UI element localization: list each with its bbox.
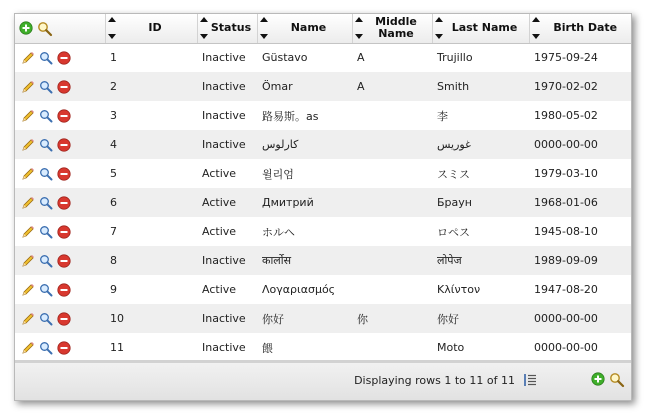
column-header-birth-date[interactable]	[529, 14, 632, 43]
edit-icon[interactable]	[21, 109, 35, 123]
cell-middle	[352, 217, 432, 246]
cell-name: Ömar	[257, 72, 352, 101]
cell-birth: 1947-08-20	[529, 275, 632, 304]
cell-birth: 1980-05-02	[529, 101, 632, 130]
row-actions	[15, 333, 105, 362]
edit-icon[interactable]	[21, 225, 35, 239]
row-actions	[15, 217, 105, 246]
view-icon[interactable]	[39, 283, 53, 297]
cell-last: लोपेज	[432, 246, 529, 275]
cell-birth: 1968-01-06	[529, 188, 632, 217]
view-icon[interactable]	[39, 167, 53, 181]
cell-name: Дмитрий	[257, 188, 352, 217]
cell-id: 10	[105, 304, 197, 333]
header-actions	[15, 14, 105, 43]
cell-birth: 1945-08-10	[529, 217, 632, 246]
delete-icon[interactable]	[57, 80, 71, 94]
cell-birth: 1975-09-24	[529, 43, 632, 72]
row-actions	[15, 275, 105, 304]
table-row	[15, 101, 632, 130]
cell-name: Λογαριασμός	[257, 275, 352, 304]
delete-icon[interactable]	[57, 312, 71, 326]
edit-icon[interactable]	[21, 51, 35, 65]
row-actions	[15, 101, 105, 130]
cell-status: Inactive	[197, 246, 257, 275]
header-row	[15, 14, 632, 43]
cell-birth: 1989-09-09	[529, 246, 632, 275]
column-header-status[interactable]	[197, 14, 257, 43]
cell-status: Inactive	[197, 130, 257, 159]
view-icon[interactable]	[39, 254, 53, 268]
cell-name: 윌리엄	[257, 159, 352, 188]
cell-middle: A	[352, 72, 432, 101]
row-actions	[15, 246, 105, 275]
table-row	[15, 43, 632, 72]
cell-last: Trujillo	[432, 43, 529, 72]
search-icon[interactable]	[37, 21, 51, 35]
column-header-id[interactable]	[105, 14, 197, 43]
cell-id: 4	[105, 130, 197, 159]
table-row	[15, 217, 632, 246]
pager-footer	[15, 360, 631, 400]
sort-arrows-icon[interactable]	[260, 17, 268, 39]
cell-id: 11	[105, 333, 197, 362]
view-icon[interactable]	[39, 109, 53, 123]
cell-middle: 你	[352, 304, 432, 333]
cell-last: Moto	[432, 333, 529, 362]
table-row	[15, 275, 632, 304]
edit-icon[interactable]	[21, 283, 35, 297]
add-icon[interactable]	[591, 372, 605, 386]
cell-last: 你好	[432, 304, 529, 333]
view-icon[interactable]	[39, 196, 53, 210]
cell-name: कार्लोस	[257, 246, 352, 275]
cell-id: 8	[105, 246, 197, 275]
delete-icon[interactable]	[57, 341, 71, 355]
view-icon[interactable]	[39, 312, 53, 326]
cell-birth: 1979-03-10	[529, 159, 632, 188]
cell-status: Inactive	[197, 101, 257, 130]
cell-last: غوريس	[432, 130, 529, 159]
sort-arrows-icon[interactable]	[108, 17, 116, 39]
cell-status: Inactive	[197, 333, 257, 362]
table-row	[15, 304, 632, 333]
table-row	[15, 159, 632, 188]
cell-name: 餵	[257, 333, 352, 362]
cell-name: كارلوس	[257, 130, 352, 159]
cell-id: 2	[105, 72, 197, 101]
cell-last: スミス	[432, 159, 529, 188]
table-row	[15, 333, 632, 362]
column-label: Last Name	[451, 21, 518, 35]
cell-status: Active	[197, 188, 257, 217]
view-icon[interactable]	[39, 51, 53, 65]
cell-middle	[352, 188, 432, 217]
cell-name: 路易斯。as	[257, 101, 352, 130]
grid-table	[15, 14, 632, 362]
sort-arrows-icon[interactable]	[200, 17, 208, 39]
row-actions	[15, 43, 105, 72]
edit-icon[interactable]	[21, 80, 35, 94]
cell-last: ロペス	[432, 217, 529, 246]
column-header-last-name[interactable]	[432, 14, 529, 43]
cell-status: Active	[197, 275, 257, 304]
table-row	[15, 246, 632, 275]
cell-birth: 0000-00-00	[529, 333, 632, 362]
view-icon[interactable]	[39, 80, 53, 94]
cell-middle	[352, 130, 432, 159]
row-actions	[15, 304, 105, 333]
edit-icon[interactable]	[21, 138, 35, 152]
edit-icon[interactable]	[21, 254, 35, 268]
column-chooser-icon[interactable]	[523, 373, 537, 390]
cell-birth: 1970-02-02	[529, 72, 632, 101]
row-actions	[15, 159, 105, 188]
cell-last: Κλίντον	[432, 275, 529, 304]
cell-middle	[352, 101, 432, 130]
grid-body	[15, 43, 632, 362]
column-header-middle-name[interactable]	[352, 14, 432, 43]
cell-id: 3	[105, 101, 197, 130]
cell-birth: 0000-00-00	[529, 304, 632, 333]
table-row	[15, 72, 632, 101]
cell-status: Active	[197, 217, 257, 246]
add-icon[interactable]	[19, 21, 33, 35]
column-label: Birth Date	[553, 21, 618, 35]
column-label: Status	[210, 21, 252, 35]
cell-last: Smith	[432, 72, 529, 101]
edit-icon[interactable]	[21, 312, 35, 326]
cell-middle	[352, 333, 432, 362]
view-icon[interactable]	[39, 138, 53, 152]
cell-id: 9	[105, 275, 197, 304]
cell-last: 李	[432, 101, 529, 130]
cell-name: Güstavo	[257, 43, 352, 72]
cell-status: Inactive	[197, 304, 257, 333]
table-row	[15, 130, 632, 159]
sort-arrows-icon[interactable]	[435, 17, 443, 39]
cell-middle	[352, 246, 432, 275]
delete-icon[interactable]	[57, 196, 71, 210]
delete-icon[interactable]	[57, 254, 71, 268]
view-icon[interactable]	[39, 341, 53, 355]
cell-middle	[352, 275, 432, 304]
delete-icon[interactable]	[57, 51, 71, 65]
column-label: Name	[290, 21, 327, 35]
edit-icon[interactable]	[21, 167, 35, 181]
cell-name: ホルヘ	[257, 217, 352, 246]
data-grid	[14, 13, 632, 401]
sort-arrows-icon[interactable]	[355, 17, 363, 39]
column-label: ID	[148, 21, 162, 35]
delete-icon[interactable]	[57, 167, 71, 181]
edit-icon[interactable]	[21, 341, 35, 355]
cell-id: 7	[105, 217, 197, 246]
column-header-name[interactable]	[257, 14, 352, 43]
delete-icon[interactable]	[57, 225, 71, 239]
search-icon[interactable]	[609, 372, 623, 386]
row-actions	[15, 188, 105, 217]
delete-icon[interactable]	[57, 109, 71, 123]
cell-status: Inactive	[197, 43, 257, 72]
cell-id: 6	[105, 188, 197, 217]
cell-id: 5	[105, 159, 197, 188]
delete-icon[interactable]	[57, 283, 71, 297]
cell-status: Inactive	[197, 72, 257, 101]
row-actions	[15, 130, 105, 159]
view-icon[interactable]	[39, 225, 53, 239]
sort-arrows-icon[interactable]	[532, 17, 540, 39]
table-row	[15, 188, 632, 217]
edit-icon[interactable]	[21, 196, 35, 210]
cell-middle: A	[352, 43, 432, 72]
cell-last: Браун	[432, 188, 529, 217]
pager-status: Displaying rows 1 to 11 of 11	[354, 374, 515, 387]
cell-birth: 0000-00-00	[529, 130, 632, 159]
cell-middle	[352, 159, 432, 188]
delete-icon[interactable]	[57, 138, 71, 152]
row-actions	[15, 72, 105, 101]
column-label: Middle Name	[375, 15, 417, 41]
cell-id: 1	[105, 43, 197, 72]
cell-name: 你好	[257, 304, 352, 333]
cell-status: Active	[197, 159, 257, 188]
